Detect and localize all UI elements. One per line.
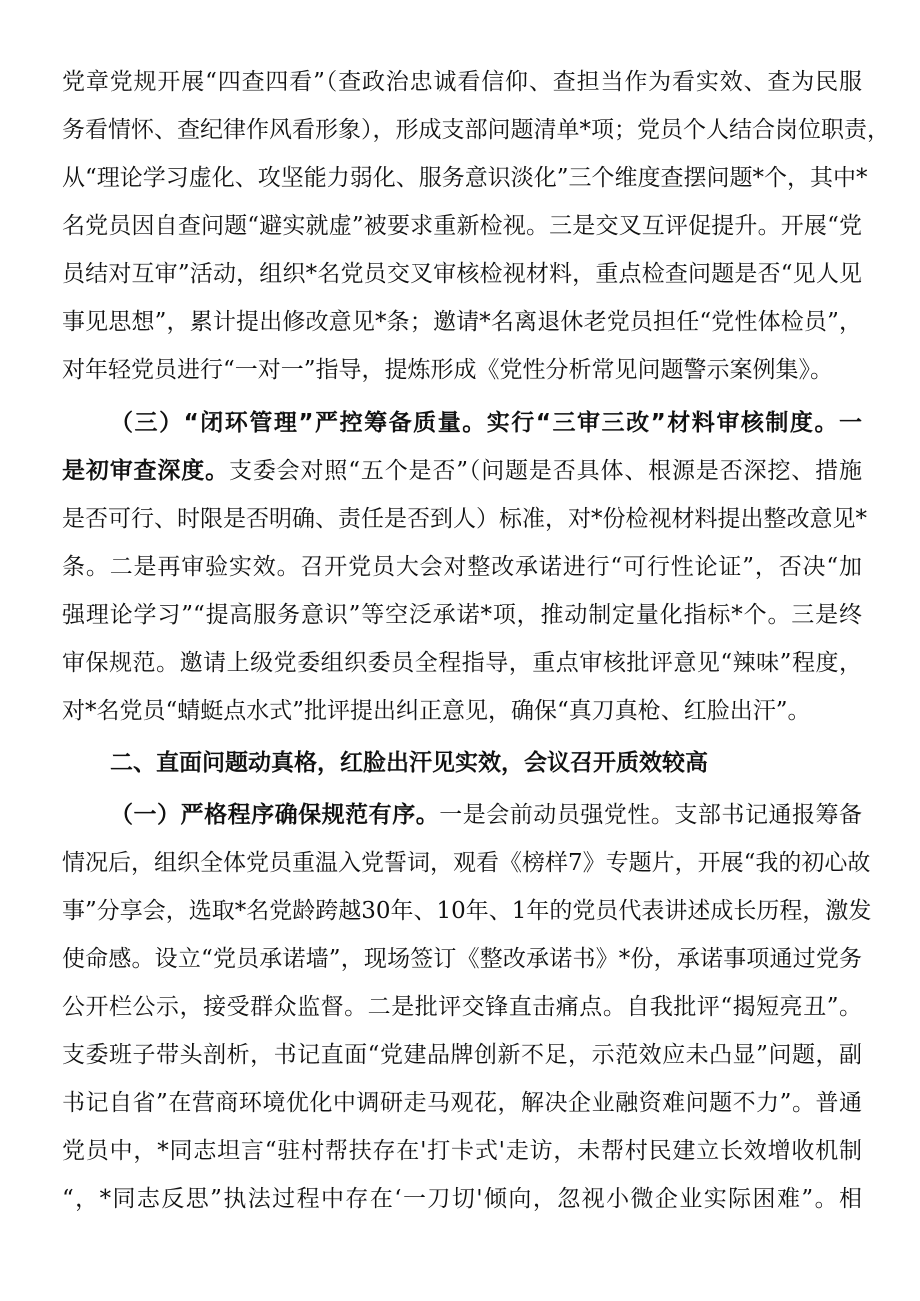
subsection-heading: （三）“闭环管理”严控筹备质量。实行“三审三改”材料审核制度。一 (110, 410, 862, 436)
paragraph-line: 书记自省”在营商环境优化中调研走马观花，解决企业融资难问题不力”。普通 (62, 1090, 862, 1116)
paragraph-line: 公开栏公示，接受群众监督。二是批评交锋直击痛点。自我批评“揭短亮丑”。 (62, 994, 862, 1020)
paragraph-line: 事见思想”，累计提出修改意见*条；邀请*名离退休老党员担任“党性体检员”， (62, 309, 862, 335)
section-heading: 二、直面问题动真格，红脸出汗见实效，会议召开质效较高 (110, 750, 708, 776)
paragraph-line (62, 451, 862, 491)
paragraph-line: 条。二是再审验实效。召开党员大会对整改承诺进行“可行性论证”，否决“加 (62, 554, 862, 580)
paragraph-line: 党员中，*同志坦言“驻村帮扶存在'打卡式'走访，未帮村民建立长效增收机制 (62, 1138, 862, 1164)
paragraph-line: 名党员因自查问题“避实就虚”被要求重新检视。三是交叉互评促提升。开展“党 (62, 213, 862, 239)
paragraph-line: 是否可行、时限是否明确、责任是否到人）标准，对*份检视材料提出整改意见* (62, 506, 867, 532)
paragraph-line: 审保规范。邀请上级党委组织委员全程指导，重点审核批评意见“辣味”程度， (62, 650, 862, 676)
paragraph-line: 对年轻党员进行“一对一”指导，提炼形成《党性分析常见问题警示案例集》。 (62, 357, 834, 383)
paragraph-line: 员结对互审”活动，组织*名党员交叉审核检视材料，重点检查问题是否“见人见 (62, 261, 862, 287)
paragraph-line: 使命感。设立“党员承诺墙”，现场签订《整改承诺书》*份，承诺事项通过党务 (62, 946, 862, 972)
paragraph-line: 党章党规开展“四查四看”（查政治忠诚看信仰、查担当作为看实效、查为民服 (62, 69, 862, 95)
paragraph-line: 事”分享会，选取*名党龄跨越30年、10年、1年的党员代表讲述成长历程，激发 (62, 898, 872, 924)
paragraph-line: 支委班子带头剖析，书记直面“党建品牌创新不足，示范效应未凸显”问题，副 (62, 1042, 862, 1068)
paragraph-line: “，*同志反思”执法过程中存在‘一刀切'倾向，忽视小微企业实际困难”。相 (62, 1186, 862, 1212)
paragraph-line: 强理论学习”“提高服务意识”等空泛承诺*项，推动制定量化指标*个。三是终 (62, 602, 862, 628)
subheading-run: （一）严格程序确保规范有序。 (110, 802, 440, 828)
paragraph-line: 务看情怀、查纪律作风看形象），形成支部问题清单*项；党员个人结合岗位职责， (62, 117, 890, 143)
paragraph-line (110, 795, 862, 835)
subheading-run: 是初审查深度。 (62, 458, 229, 484)
paragraph-run: 支委会对照“五个是否”（问题是否具体、根源是否深挖、措施 (228, 458, 862, 484)
paragraph-line: 情况后，组织全体党员重温入党誓词，观看《榜样7》专题片，开展“我的初心故 (62, 850, 871, 876)
paragraph-run: 一是会前动员强党性。支部书记通报筹备 (439, 802, 863, 828)
paragraph-line: 对*名党员“蜻蜓点水式”批评提出纠正意见，确保“真刀真枪、红脸出汗”。 (62, 698, 811, 724)
paragraph-line: 从“理论学习虚化、攻坚能力弱化、服务意识淡化”三个维度查摆问题*个，其中* (62, 165, 868, 191)
